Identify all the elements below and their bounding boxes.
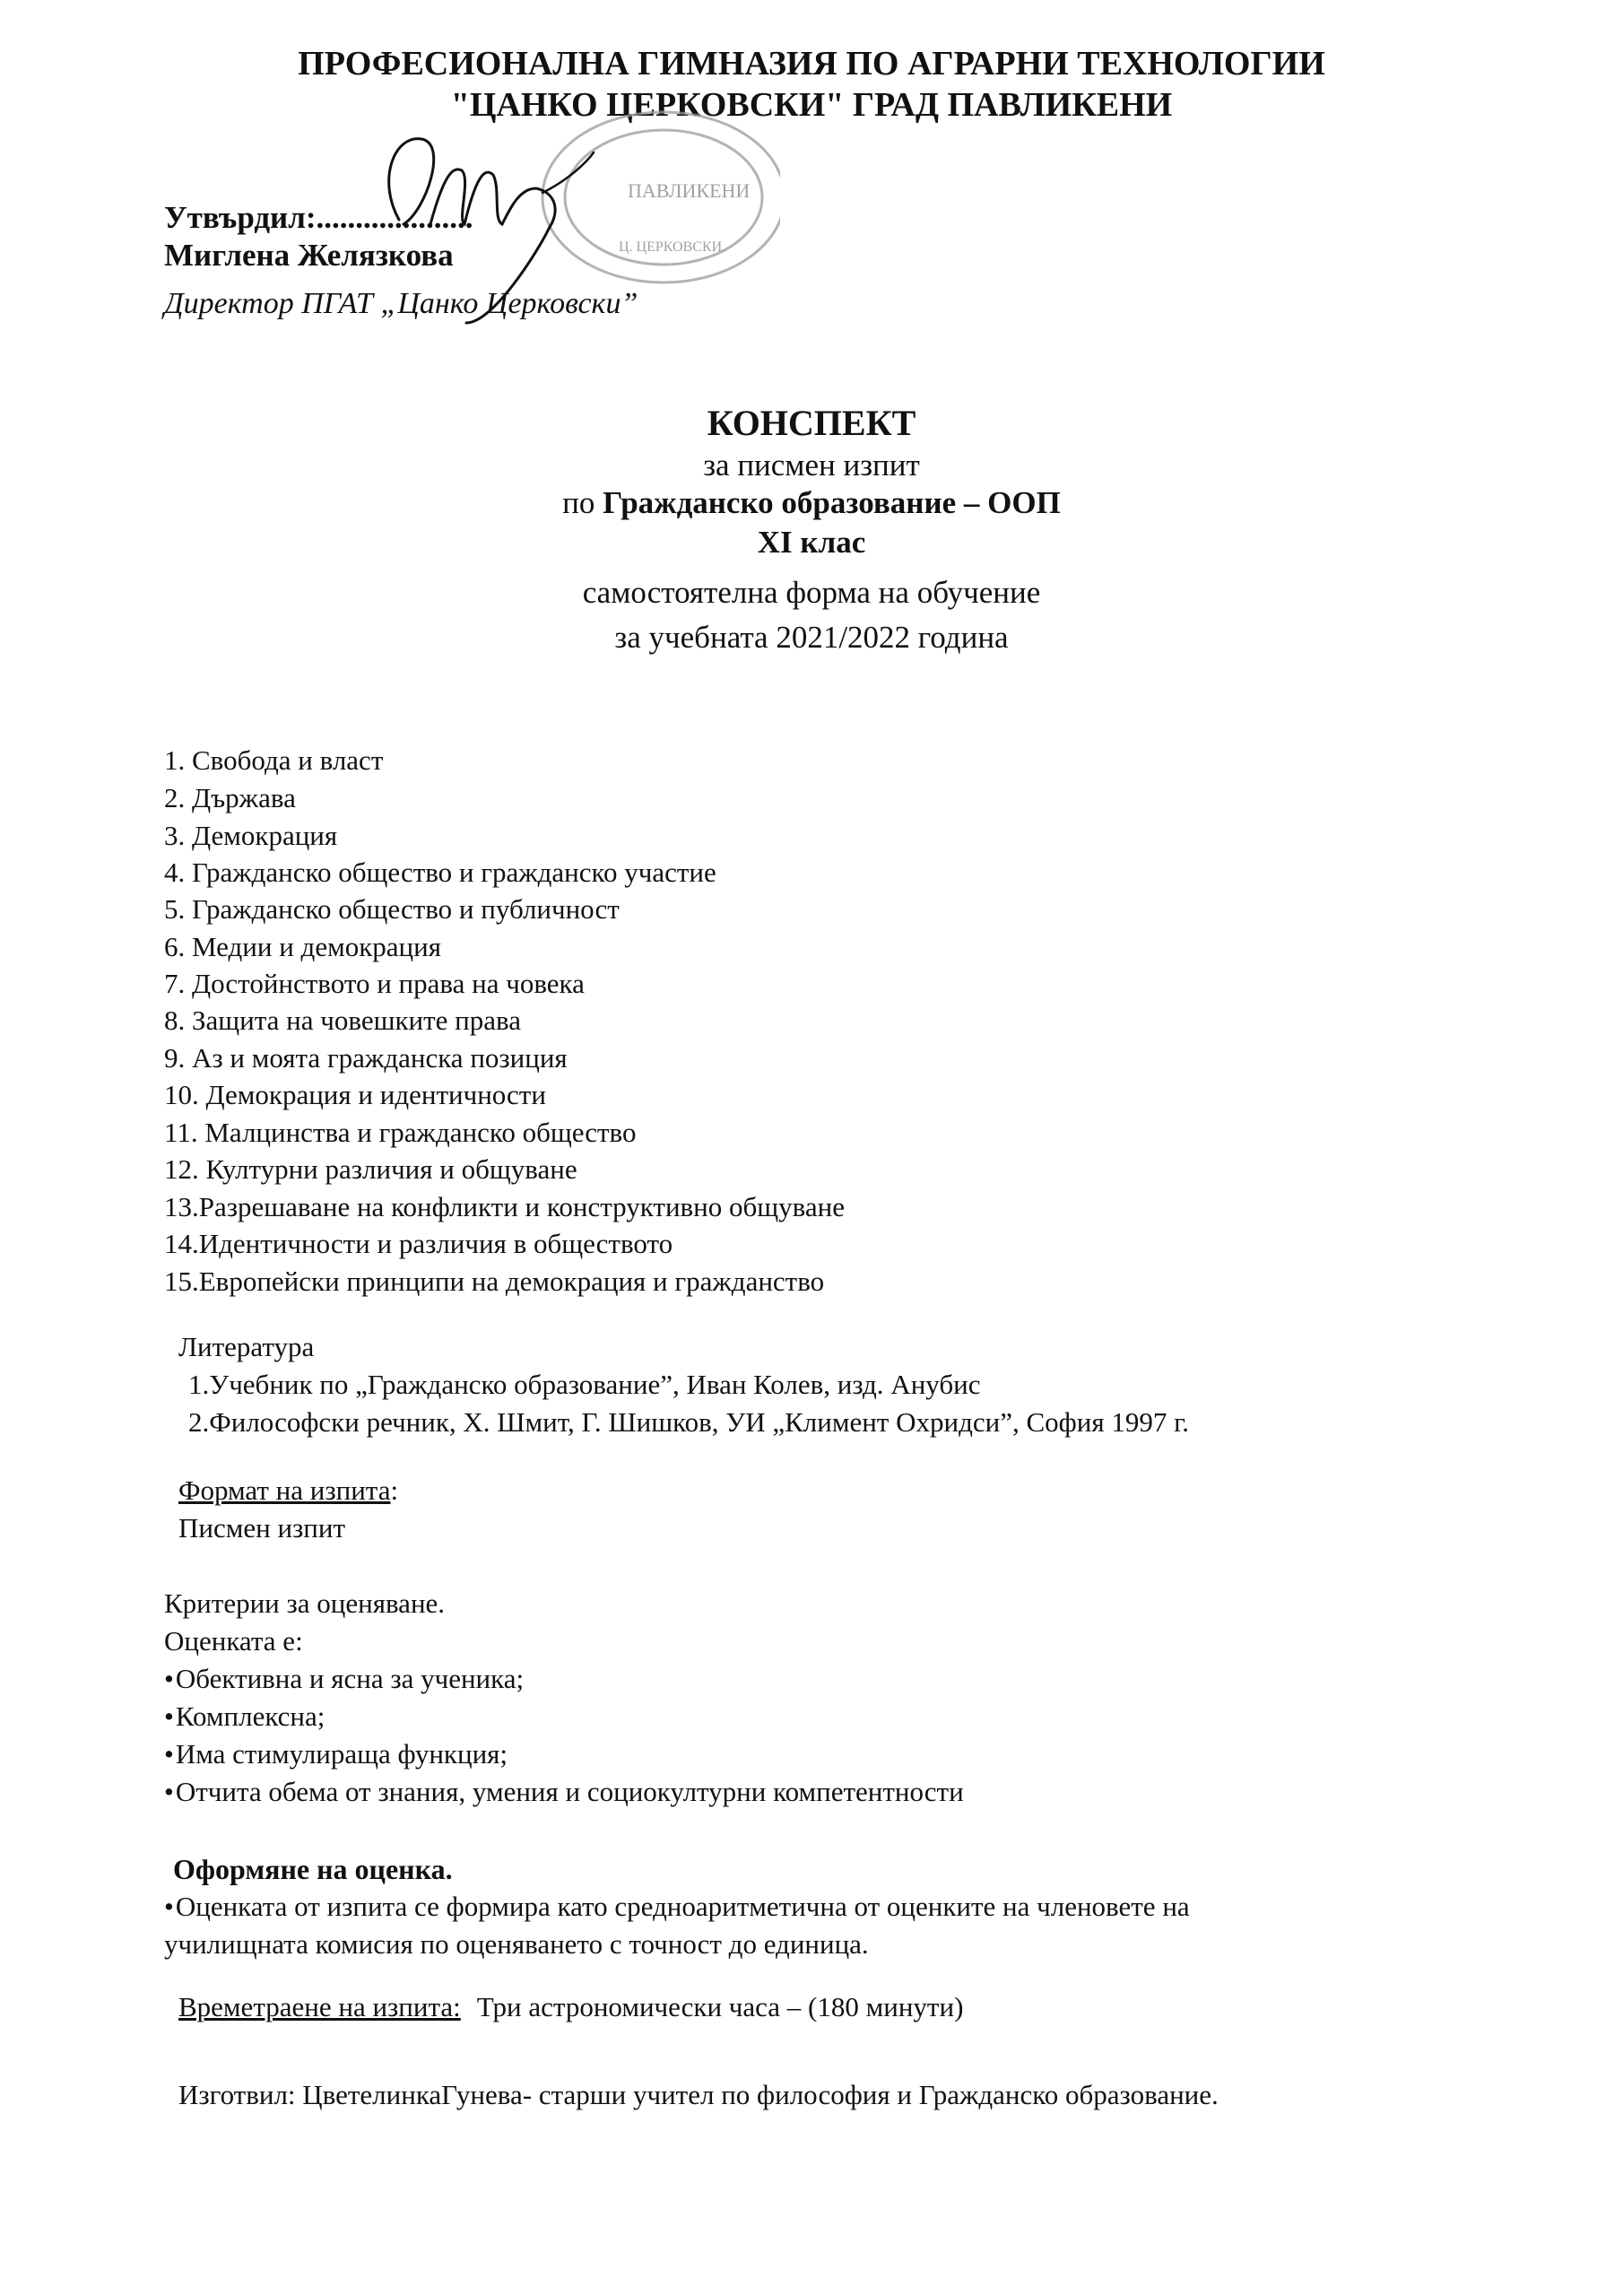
director-signature-icon: [359, 126, 601, 332]
literature-item: 2.Философски речник, Х. Шмит, Г. Шишков, УИ „Климент Охридси”, София 1997 г.: [188, 1406, 1190, 1438]
grading-line-2: училищната комисия по оценяването с точност до единица.: [164, 1928, 869, 1960]
topic-item: 14.Идентичности и различия в обществото: [164, 1228, 673, 1259]
title-line-year: за учебната 2021/2022 година: [614, 620, 1009, 655]
criteria-intro: Оценката е:: [164, 1625, 303, 1657]
topic-item: 3. Демокрация: [164, 820, 338, 851]
topic-item: 1. Свобода и власт: [164, 744, 384, 776]
exam-format-label: [178, 1473, 398, 1509]
criteria-item: • Има стимулираща функция;: [164, 1736, 508, 1772]
topic-item: 12. Културни различия и общуване: [164, 1153, 577, 1185]
grading-line-1: • Оценката от изпита се формира като средноаритметична от оценките на членовете на: [164, 1889, 1190, 1925]
exam-format-colon: :: [390, 1474, 399, 1506]
topic-item: 15.Европейски принципи на демокрация и гражданство: [164, 1265, 825, 1297]
grading-heading: Оформяне на оценка.: [173, 1853, 453, 1885]
topic-item: 9. Аз и моята гражданска позиция: [164, 1042, 568, 1074]
exam-format-value: Писмен изпит: [178, 1512, 346, 1544]
topic-item: 5. Гражданско общество и публичност: [164, 893, 620, 925]
exam-duration: [178, 1989, 963, 2025]
exam-format-label-text: Формат на изпита: [178, 1474, 391, 1506]
title-line-exam-type: за писмен изпит: [703, 448, 920, 483]
document-title: КОНСПЕКТ: [707, 403, 916, 443]
topic-item: 2. Държава: [164, 782, 296, 813]
stamp-text-bottom: Ц. ЦЕРКОВСКИ: [619, 239, 723, 255]
topic-item: 8. Защита на човешките права: [164, 1004, 522, 1036]
subject-name: Гражданско образование – ООП: [603, 485, 1061, 520]
approval-dots: ....................: [316, 200, 473, 235]
school-name-line1: ПРОФЕСИОНАЛНА ГИМНАЗИЯ ПО АГРАРНИ ТЕХНОЛОГИИ: [298, 45, 1325, 83]
literature-heading: Литература: [178, 1331, 315, 1362]
stamp-text-top: ПАВЛИКЕНИ: [628, 179, 751, 202]
criteria-item: • Обективна и ясна за ученика;: [164, 1661, 524, 1697]
topic-item: 6. Медии и демокрация: [164, 931, 441, 962]
topic-item: 7. Достойнството и права на човека: [164, 968, 585, 999]
approval-label: Утвърдил:: [164, 200, 317, 235]
criteria-item: • Комплексна;: [164, 1699, 325, 1735]
prepared-by: Изготвил: ЦветелинкаГунева- старши учител по философия и Гражданско образование.: [178, 2079, 1219, 2110]
director-position: Директор ПГАТ „Цанко Церковски”: [164, 287, 638, 320]
topic-item: 4. Гражданско общество и гражданско участие: [164, 857, 716, 888]
title-line-subject: [0, 484, 1623, 522]
title-line-grade: XI клас: [757, 525, 866, 560]
criteria-item: • Отчита обема от знания, умения и социокултурни компетентности: [164, 1774, 964, 1810]
topic-item: 11. Малцинства и гражданско общество: [164, 1117, 637, 1148]
exam-duration-label: Времетраене на изпита:: [178, 1991, 461, 2022]
director-name: Миглена Желязкова: [164, 238, 454, 273]
topic-item: 10. Демокрация и идентичности: [164, 1079, 546, 1110]
literature-item: 1.Учебник по „Гражданско образование”, Иван Колев, изд. Анубис: [188, 1369, 981, 1400]
school-name-line2: "ЦАНКО ЦЕРКОВСКИ" ГРАД ПАВЛИКЕНИ: [450, 86, 1173, 124]
title-line-form: самостоятелна форма на обучение: [582, 575, 1041, 610]
topic-item: 13.Разрешаване на конфликти и конструктивно общуване: [164, 1191, 846, 1222]
criteria-heading: Критерии за оценяване.: [164, 1587, 446, 1619]
exam-duration-value: Три астрономически часа – (180 минути): [476, 1991, 964, 2022]
subject-prefix: по: [562, 485, 603, 520]
